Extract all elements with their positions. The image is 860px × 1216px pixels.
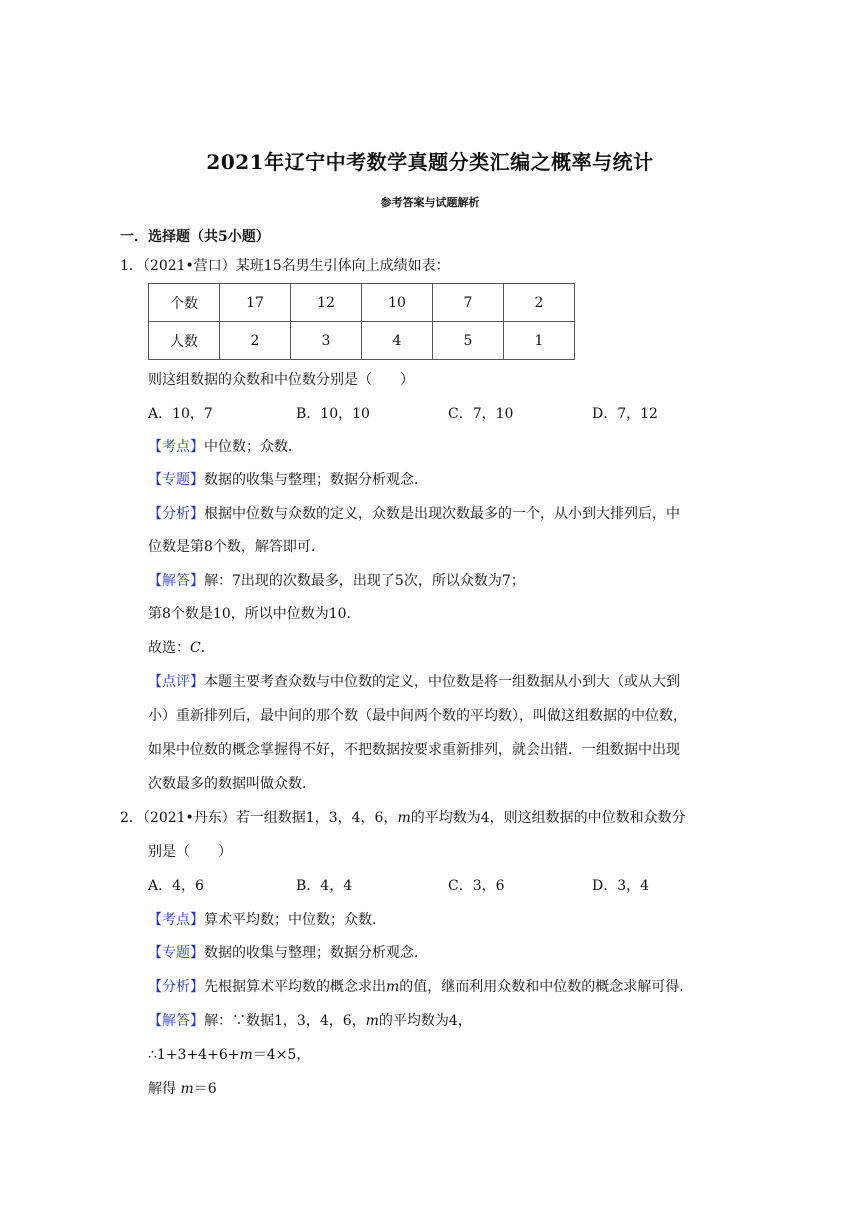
q1-dianping [148, 672, 680, 692]
jieda-var: m [365, 1013, 379, 1029]
page-title: 2021年辽宁中考数学真题分类汇编之概率与统计 [206, 150, 654, 174]
table-row [149, 284, 575, 322]
table-cell: 10 [362, 284, 433, 322]
zhuanti-text: 数据的收集与整理；数据分析观念． [204, 945, 428, 961]
fenxi-var: m [386, 979, 400, 995]
dianping-text: 本题主要考查众数与中位数的定义，中位数是将一组数据从小到大（或从大到 [204, 674, 680, 690]
equation-part1: ∴1+3+4+6+ [148, 1047, 240, 1063]
q2-stem-var: m [397, 810, 411, 826]
q1-score-table [148, 283, 575, 360]
fenxi-part1: 先根据算术平均数的概念求出 [204, 979, 386, 995]
q2-stem-cont: 别是（ ） [148, 844, 232, 860]
table-row [149, 322, 575, 360]
q2-fenxi [148, 977, 693, 997]
q2-stem-part2: 的平均数为4，则这组数据的中位数和众数分 [410, 810, 686, 826]
q1-dianping-line3: 如果中位数的概念掌握得不好，不把数据按要求重新排列，就会出错．一组数据中出现 [148, 742, 680, 758]
answer-prefix: 故选： [148, 640, 190, 656]
q1-fenxi [148, 504, 680, 524]
q2-solution [148, 1079, 217, 1099]
q2-stem-part1: 2．（2021•丹东）若一组数据1，3，4，6， [120, 810, 398, 826]
q1-dianping-line2: 小）重新排列后，最中间的那个数（最中间两个数的平均数），叫做这组数据的中位数， [148, 708, 687, 724]
q2-option-a: A．4，6 [148, 878, 204, 894]
table-cell: 3 [291, 322, 362, 360]
q1-jieda [148, 571, 525, 591]
page-subtitle: 参考答案与试题解析 [380, 196, 480, 209]
fenxi-part2: 的值，继而利用众数和中位数的概念求解可得． [399, 979, 694, 995]
dianping-tag: 【点评】 [148, 674, 204, 690]
jieda-part2: 的平均数为4， [378, 1013, 472, 1029]
equation-var: m [239, 1047, 253, 1063]
table-cell: 2 [504, 284, 575, 322]
q1-option-b: B．10，10 [296, 406, 370, 422]
q2-option-c: C．3，6 [448, 878, 505, 894]
q1-zhuanti [148, 470, 428, 490]
q1-option-d: D．7，12 [592, 406, 658, 422]
kaodian-text: 中位数；众数． [204, 439, 302, 455]
answer-letter: C [190, 640, 201, 656]
q1-option-c: C．7，10 [448, 406, 514, 422]
q1-jieda-line3 [148, 638, 215, 658]
jieda-part1: 解：∵数据1，3，4，6， [204, 1013, 366, 1029]
q1-jieda-line2: 第8个数是10，所以中位数为10． [148, 606, 361, 622]
table-cell: 1 [504, 322, 575, 360]
q2-stem [120, 808, 686, 828]
equation-part2: ＝4×5， [252, 1047, 311, 1063]
solution-part1: 解得 [148, 1081, 176, 1097]
q2-kaodian [148, 910, 386, 930]
q1-stem: 1．（2021•营口）某班15名男生引体向上成绩如表： [120, 258, 450, 274]
table-cell: 12 [291, 284, 362, 322]
zhuanti-tag: 【专题】 [148, 472, 204, 488]
fenxi-tag: 【分析】 [148, 506, 204, 522]
q2-option-b: B．4，4 [296, 878, 353, 894]
table-cell: 7 [433, 284, 504, 322]
answer-end: ． [200, 640, 215, 656]
solution-part2: ＝6 [193, 1081, 217, 1097]
q1-question: 则这组数据的众数和中位数分别是（ ） [148, 372, 414, 388]
fenxi-text: 根据中位数与众数的定义，众数是出现次数最多的一个，从小到大排列后，中 [204, 506, 680, 522]
table-cell: 5 [433, 322, 504, 360]
kaodian-text: 算术平均数；中位数；众数． [204, 912, 386, 928]
table-cell: 人数 [149, 322, 220, 360]
kaodian-tag: 【考点】 [148, 439, 204, 455]
table-cell: 个数 [149, 284, 220, 322]
table-cell: 4 [362, 322, 433, 360]
q2-option-d: D．3，4 [592, 878, 650, 894]
jieda-text: 解：7出现的次数最多，出现了5次，所以众数为7； [204, 573, 525, 589]
table-cell: 17 [220, 284, 291, 322]
q1-option-a: A．10，7 [148, 406, 213, 422]
q2-zhuanti [148, 943, 428, 963]
section-heading: 一．选择题（共5小题） [120, 229, 270, 245]
zhuanti-text: 数据的收集与整理；数据分析观念． [204, 472, 428, 488]
q1-kaodian [148, 437, 302, 457]
q1-fenxi-cont: 位数是第8个数，解答即可． [148, 539, 325, 555]
q2-jieda [148, 1011, 472, 1031]
q1-dianping-line4: 次数最多的数据叫做众数． [148, 776, 316, 792]
fenxi-tag: 【分析】 [148, 979, 204, 995]
jieda-tag: 【解答】 [148, 1013, 204, 1029]
q2-equation [148, 1045, 310, 1065]
jieda-tag: 【解答】 [148, 573, 204, 589]
zhuanti-tag: 【专题】 [148, 945, 204, 961]
kaodian-tag: 【考点】 [148, 912, 204, 928]
solution-var: m [180, 1081, 194, 1097]
table-cell: 2 [220, 322, 291, 360]
